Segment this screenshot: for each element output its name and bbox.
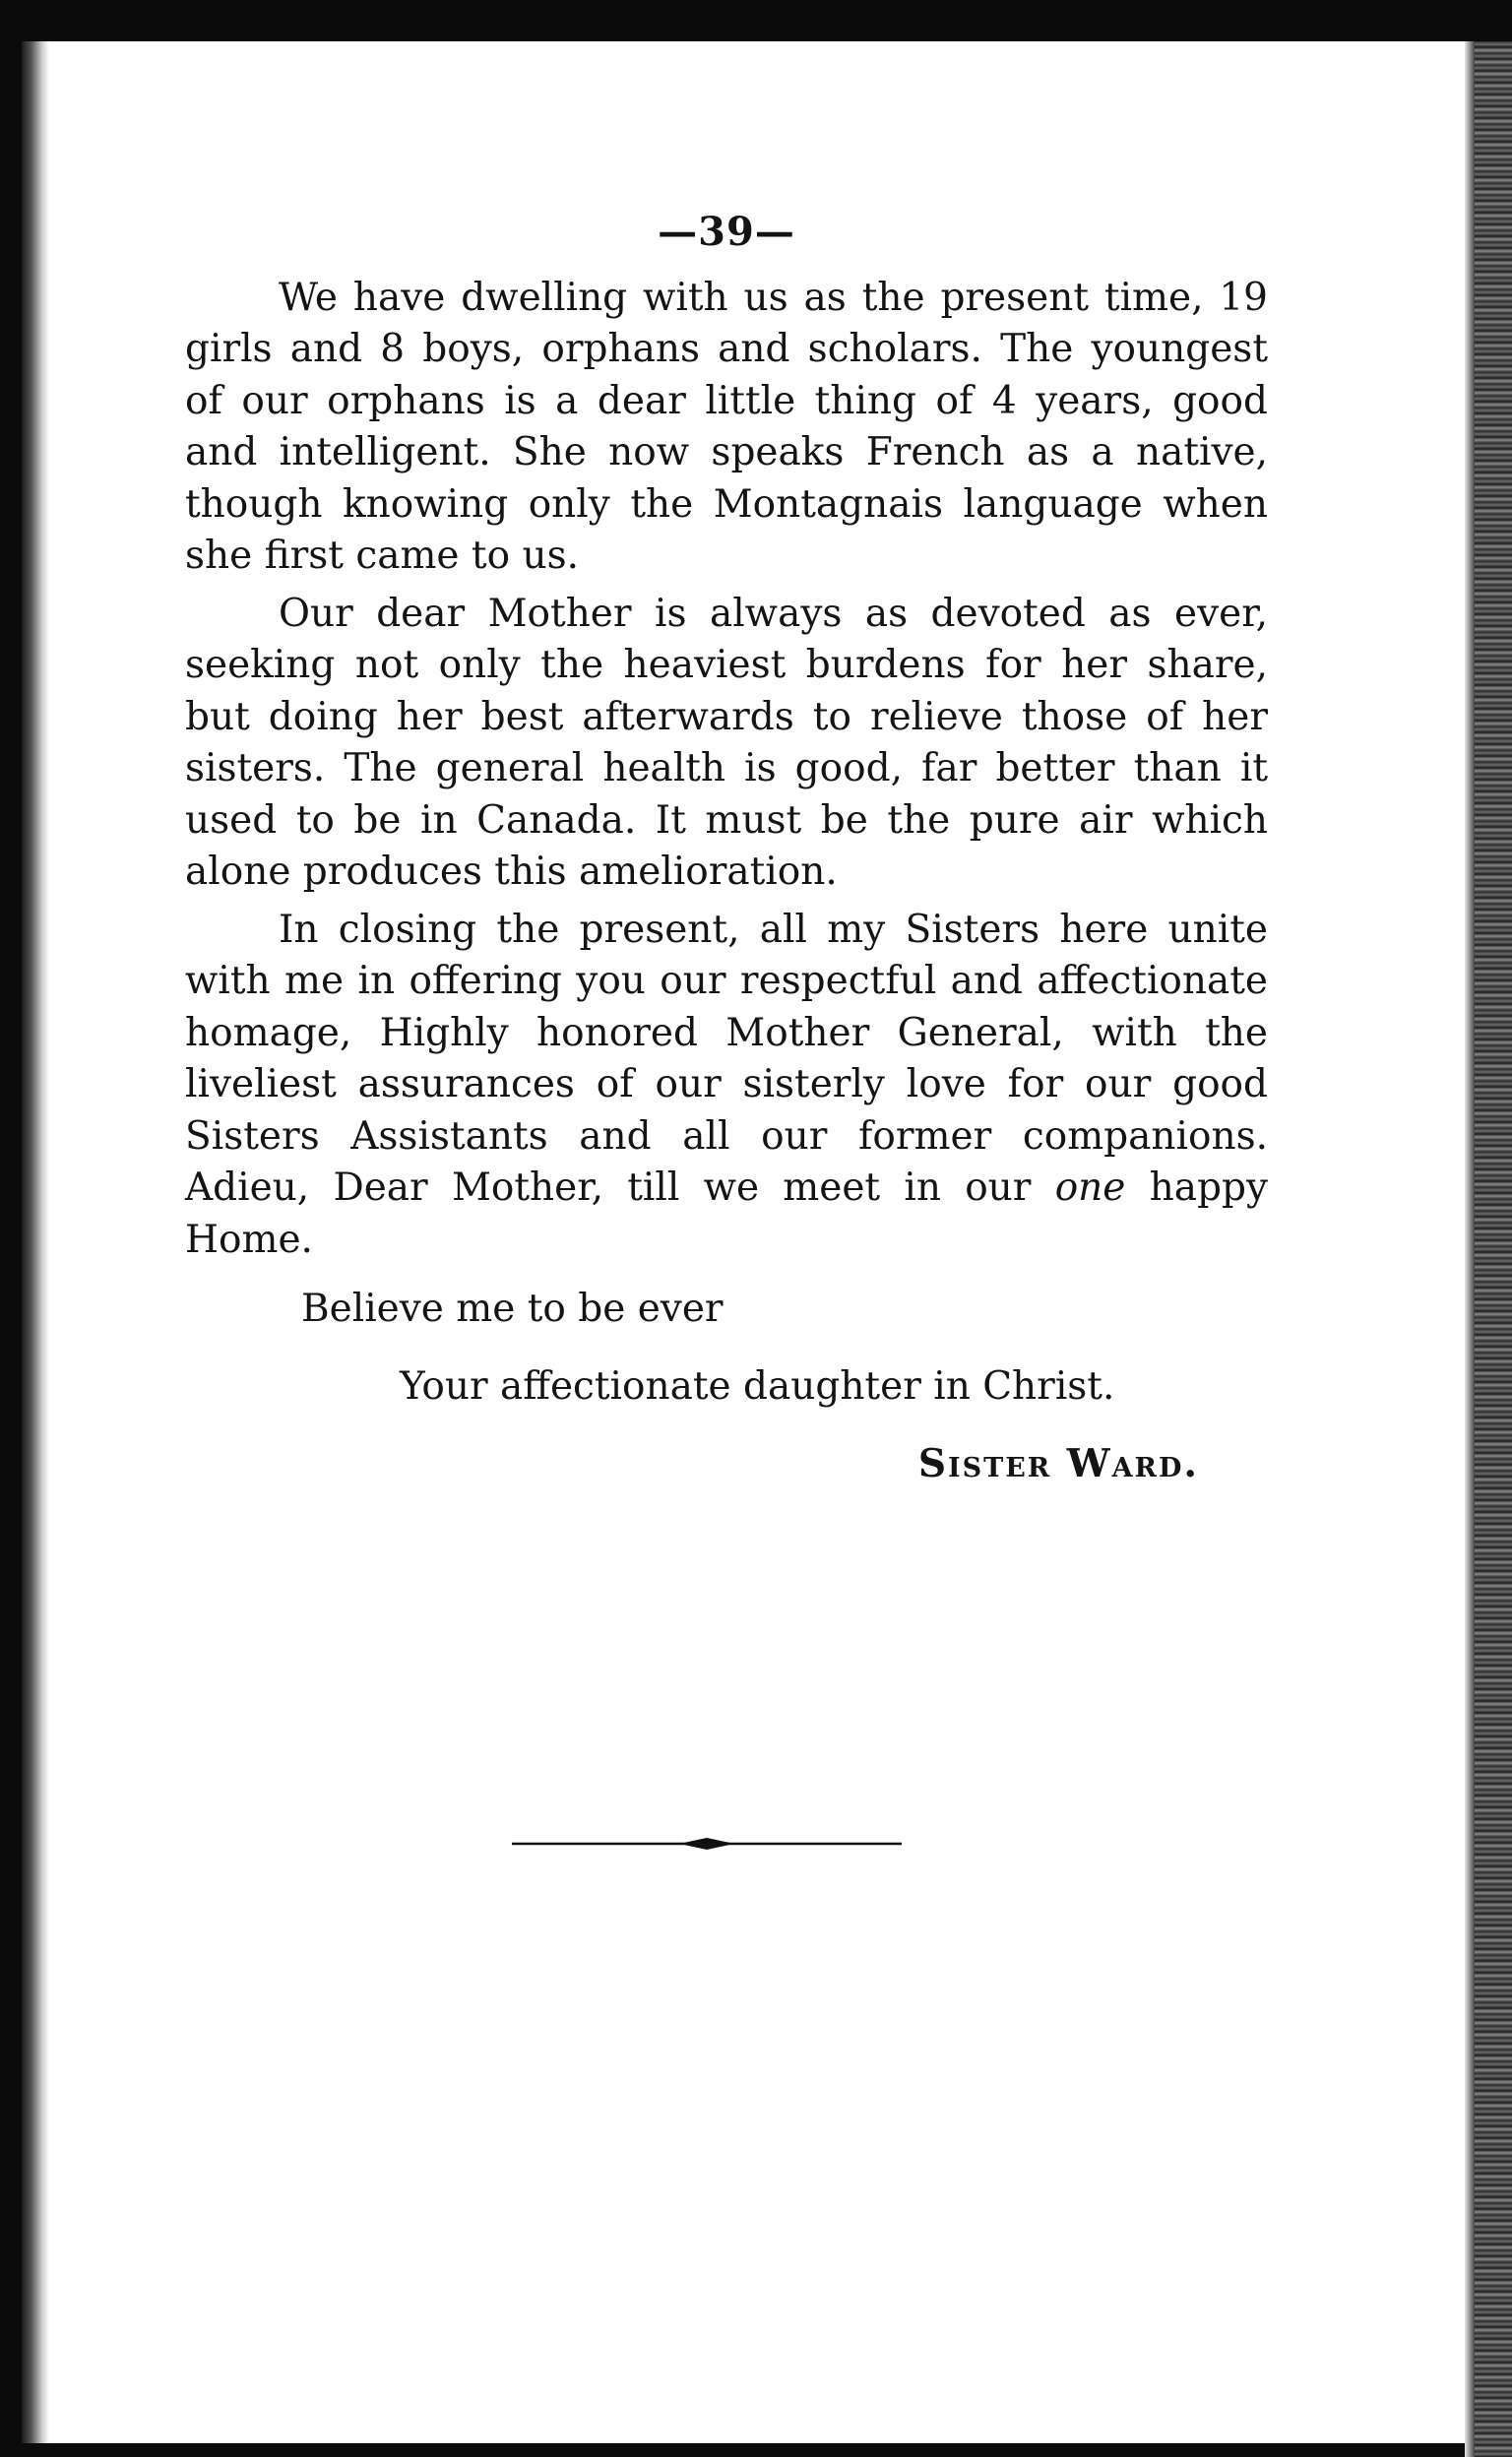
page-edge-stack (1465, 41, 1512, 2457)
paragraph-3-body: In closing the present, all my Sisters here unite with me in offering you our respectful and affectionate homage, Highly honored Mother General, with the liveliest assurances of our sisterly love for our good Sisters Assistants and all our former companions. Adieu, Dear Mother, till we meet in our (185, 907, 1268, 1210)
paragraph-3-end: happy Home. (185, 1166, 1268, 1262)
ornamental-rule (512, 1835, 902, 1853)
emphasized-word: one (1054, 1166, 1126, 1210)
page-number: —39— (658, 209, 795, 255)
page-text-block (185, 207, 1268, 1490)
paragraph-3 (185, 905, 1268, 1267)
closing-line-1: Believe me to be ever (301, 1287, 724, 1331)
paragraph-1: We have dwelling with us as the present time, 19 girls and 8 boys, orphans and scholars. The youngest of our orphans is a dear little thing of 4 years, good and intelligent. She now speaks French as a native, though knowing only the Montagnais language when she first came to us. (185, 275, 1268, 578)
signature: Sister Ward. (917, 1441, 1199, 1486)
page-gutter-shadow (22, 41, 49, 2443)
paragraph-2: Our dear Mother is always as devoted as ever, seeking not only the heaviest burdens for her share, but doing her best afterwards to relieve those of her sisters. The general health is good, far better than it used to be in Canada. It must be the pure air which alone produces this amelioration. (185, 591, 1268, 894)
closing-line-2: Your affectionate daughter in Christ. (400, 1363, 1115, 1409)
